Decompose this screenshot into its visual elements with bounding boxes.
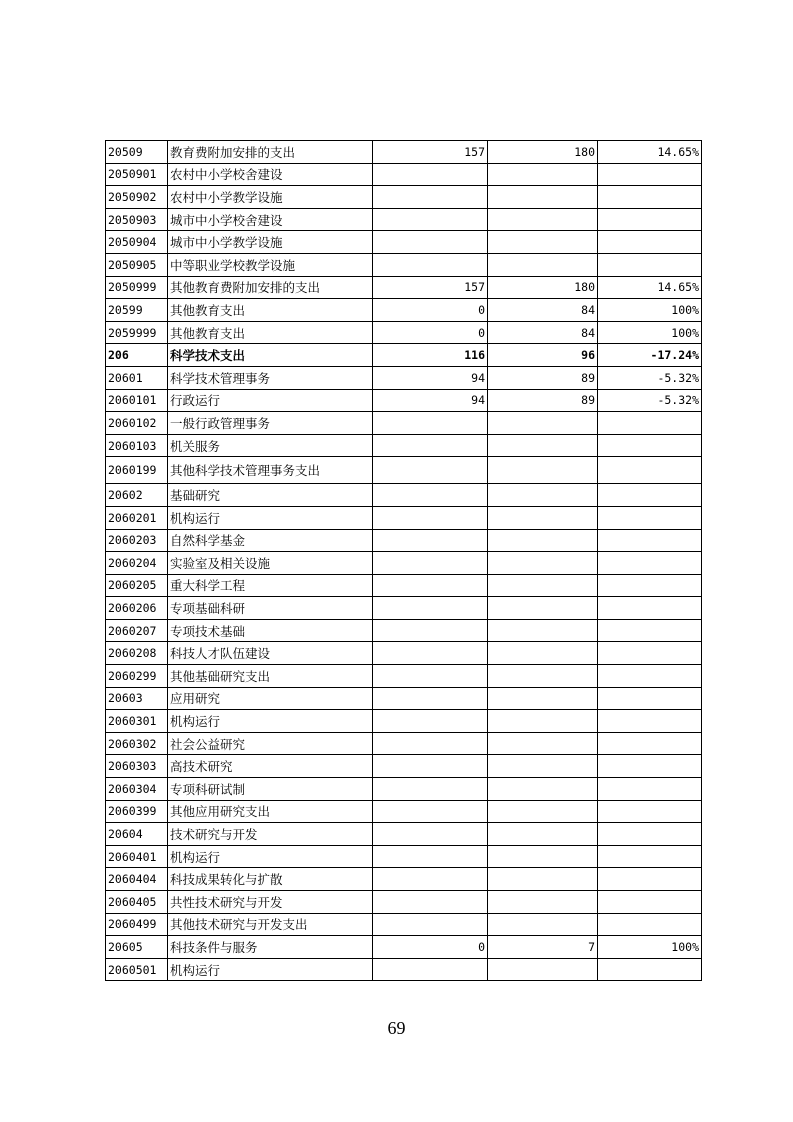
cell-prior-value bbox=[373, 529, 488, 552]
cell-current-value bbox=[488, 457, 598, 484]
cell-prior-value bbox=[373, 732, 488, 755]
cell-current-value bbox=[488, 529, 598, 552]
cell-name: 城市中小学校舍建设 bbox=[168, 208, 373, 231]
cell-change-percent: 100% bbox=[598, 299, 702, 322]
table-row bbox=[106, 321, 702, 344]
cell-code: 20604 bbox=[106, 823, 168, 846]
cell-current-value bbox=[488, 665, 598, 688]
cell-current-value bbox=[488, 891, 598, 914]
cell-current-value bbox=[488, 778, 598, 801]
cell-change-percent bbox=[598, 574, 702, 597]
table-row bbox=[106, 597, 702, 620]
cell-code: 2050902 bbox=[106, 186, 168, 209]
cell-prior-value: 0 bbox=[373, 321, 488, 344]
cell-code: 2060405 bbox=[106, 891, 168, 914]
cell-name: 机关服务 bbox=[168, 434, 373, 457]
cell-name: 专项基础科研 bbox=[168, 597, 373, 620]
cell-code: 2050904 bbox=[106, 231, 168, 254]
cell-prior-value bbox=[373, 913, 488, 936]
table-row bbox=[106, 163, 702, 186]
cell-current-value bbox=[488, 710, 598, 733]
table-row bbox=[106, 186, 702, 209]
cell-current-value bbox=[488, 208, 598, 231]
table-row bbox=[106, 642, 702, 665]
cell-prior-value bbox=[373, 642, 488, 665]
cell-prior-value bbox=[373, 434, 488, 457]
cell-prior-value bbox=[373, 755, 488, 778]
cell-name: 社会公益研究 bbox=[168, 732, 373, 755]
cell-current-value bbox=[488, 597, 598, 620]
cell-prior-value bbox=[373, 597, 488, 620]
cell-code: 2060299 bbox=[106, 665, 168, 688]
cell-change-percent bbox=[598, 597, 702, 620]
cell-prior-value bbox=[373, 619, 488, 642]
cell-name: 其他应用研究支出 bbox=[168, 800, 373, 823]
cell-prior-value bbox=[373, 574, 488, 597]
cell-code: 2060205 bbox=[106, 574, 168, 597]
cell-code: 2060204 bbox=[106, 552, 168, 575]
cell-name: 中等职业学校教学设施 bbox=[168, 253, 373, 276]
cell-prior-value bbox=[373, 778, 488, 801]
cell-prior-value: 157 bbox=[373, 141, 488, 164]
cell-change-percent bbox=[598, 231, 702, 254]
table-row bbox=[106, 253, 702, 276]
cell-name: 机构运行 bbox=[168, 506, 373, 529]
cell-name: 专项科研试制 bbox=[168, 778, 373, 801]
cell-prior-value: 157 bbox=[373, 276, 488, 299]
cell-name: 共性技术研究与开发 bbox=[168, 891, 373, 914]
cell-current-value bbox=[488, 642, 598, 665]
cell-change-percent: -5.32% bbox=[598, 366, 702, 389]
table-row bbox=[106, 299, 702, 322]
cell-name: 其他科学技术管理事务支出 bbox=[168, 457, 373, 484]
cell-code: 20603 bbox=[106, 687, 168, 710]
cell-current-value bbox=[488, 186, 598, 209]
cell-change-percent bbox=[598, 253, 702, 276]
table-row bbox=[106, 891, 702, 914]
table-row bbox=[106, 141, 702, 164]
cell-change-percent bbox=[598, 823, 702, 846]
cell-code: 2060102 bbox=[106, 412, 168, 435]
cell-prior-value bbox=[373, 253, 488, 276]
cell-change-percent bbox=[598, 755, 702, 778]
cell-name: 一般行政管理事务 bbox=[168, 412, 373, 435]
cell-change-percent: -17.24% bbox=[598, 344, 702, 367]
cell-current-value bbox=[488, 574, 598, 597]
cell-current-value bbox=[488, 868, 598, 891]
table-row bbox=[106, 231, 702, 254]
table-row bbox=[106, 936, 702, 959]
budget-table-body bbox=[106, 141, 702, 981]
cell-prior-value: 0 bbox=[373, 299, 488, 322]
cell-prior-value bbox=[373, 457, 488, 484]
cell-current-value: 89 bbox=[488, 389, 598, 412]
table-row bbox=[106, 484, 702, 507]
cell-code: 2060304 bbox=[106, 778, 168, 801]
cell-current-value bbox=[488, 845, 598, 868]
table-row bbox=[106, 276, 702, 299]
cell-code: 2060301 bbox=[106, 710, 168, 733]
cell-prior-value: 0 bbox=[373, 936, 488, 959]
cell-name: 科技条件与服务 bbox=[168, 936, 373, 959]
cell-change-percent bbox=[598, 552, 702, 575]
cell-change-percent bbox=[598, 457, 702, 484]
cell-prior-value bbox=[373, 412, 488, 435]
cell-current-value bbox=[488, 958, 598, 981]
cell-code: 2060404 bbox=[106, 868, 168, 891]
table-row bbox=[106, 913, 702, 936]
table-row bbox=[106, 457, 702, 484]
cell-change-percent bbox=[598, 163, 702, 186]
cell-change-percent bbox=[598, 687, 702, 710]
cell-current-value bbox=[488, 231, 598, 254]
cell-current-value bbox=[488, 755, 598, 778]
cell-prior-value bbox=[373, 186, 488, 209]
cell-change-percent bbox=[598, 186, 702, 209]
cell-change-percent bbox=[598, 619, 702, 642]
cell-current-value: 180 bbox=[488, 141, 598, 164]
cell-change-percent bbox=[598, 958, 702, 981]
cell-code: 20602 bbox=[106, 484, 168, 507]
cell-change-percent bbox=[598, 710, 702, 733]
cell-name: 机构运行 bbox=[168, 958, 373, 981]
cell-name: 专项技术基础 bbox=[168, 619, 373, 642]
cell-current-value bbox=[488, 506, 598, 529]
cell-name: 城市中小学教学设施 bbox=[168, 231, 373, 254]
cell-prior-value bbox=[373, 710, 488, 733]
table-row bbox=[106, 800, 702, 823]
cell-code: 2060302 bbox=[106, 732, 168, 755]
cell-current-value bbox=[488, 800, 598, 823]
cell-prior-value bbox=[373, 163, 488, 186]
cell-name: 实验室及相关设施 bbox=[168, 552, 373, 575]
table-row bbox=[106, 434, 702, 457]
cell-code: 2050905 bbox=[106, 253, 168, 276]
cell-code: 206 bbox=[106, 344, 168, 367]
table-row bbox=[106, 845, 702, 868]
table-row bbox=[106, 868, 702, 891]
cell-code: 2060203 bbox=[106, 529, 168, 552]
cell-change-percent bbox=[598, 732, 702, 755]
cell-current-value bbox=[488, 253, 598, 276]
cell-change-percent bbox=[598, 208, 702, 231]
cell-current-value bbox=[488, 552, 598, 575]
cell-name: 科技人才队伍建设 bbox=[168, 642, 373, 665]
cell-change-percent: 14.65% bbox=[598, 276, 702, 299]
cell-current-value: 89 bbox=[488, 366, 598, 389]
cell-name: 科学技术支出 bbox=[168, 344, 373, 367]
cell-current-value: 84 bbox=[488, 321, 598, 344]
cell-name: 高技术研究 bbox=[168, 755, 373, 778]
cell-name: 其他技术研究与开发支出 bbox=[168, 913, 373, 936]
cell-code: 20509 bbox=[106, 141, 168, 164]
cell-code: 2060199 bbox=[106, 457, 168, 484]
cell-name: 农村中小学校舍建设 bbox=[168, 163, 373, 186]
cell-change-percent bbox=[598, 529, 702, 552]
cell-name: 机构运行 bbox=[168, 710, 373, 733]
cell-current-value bbox=[488, 823, 598, 846]
cell-code: 2050901 bbox=[106, 163, 168, 186]
cell-code: 2060501 bbox=[106, 958, 168, 981]
cell-current-value bbox=[488, 484, 598, 507]
cell-change-percent: 100% bbox=[598, 321, 702, 344]
cell-current-value: 180 bbox=[488, 276, 598, 299]
cell-prior-value bbox=[373, 891, 488, 914]
cell-prior-value bbox=[373, 208, 488, 231]
cell-name: 科学技术管理事务 bbox=[168, 366, 373, 389]
cell-prior-value: 116 bbox=[373, 344, 488, 367]
cell-prior-value: 94 bbox=[373, 366, 488, 389]
cell-code: 2060201 bbox=[106, 506, 168, 529]
cell-change-percent bbox=[598, 913, 702, 936]
cell-code: 2060207 bbox=[106, 619, 168, 642]
cell-name: 自然科学基金 bbox=[168, 529, 373, 552]
cell-prior-value bbox=[373, 506, 488, 529]
cell-change-percent bbox=[598, 800, 702, 823]
cell-code: 20599 bbox=[106, 299, 168, 322]
cell-name: 其他基础研究支出 bbox=[168, 665, 373, 688]
cell-name: 技术研究与开发 bbox=[168, 823, 373, 846]
table-row bbox=[106, 389, 702, 412]
table-row bbox=[106, 344, 702, 367]
table-row bbox=[106, 710, 702, 733]
cell-code: 2059999 bbox=[106, 321, 168, 344]
cell-current-value: 96 bbox=[488, 344, 598, 367]
cell-prior-value bbox=[373, 665, 488, 688]
table-row bbox=[106, 366, 702, 389]
table-row bbox=[106, 574, 702, 597]
table-row bbox=[106, 552, 702, 575]
cell-prior-value: 94 bbox=[373, 389, 488, 412]
cell-current-value bbox=[488, 163, 598, 186]
cell-change-percent bbox=[598, 412, 702, 435]
cell-name: 机构运行 bbox=[168, 845, 373, 868]
budget-table bbox=[105, 140, 702, 981]
table-row bbox=[106, 823, 702, 846]
cell-code: 20601 bbox=[106, 366, 168, 389]
table-row bbox=[106, 506, 702, 529]
table-row bbox=[106, 687, 702, 710]
cell-change-percent bbox=[598, 665, 702, 688]
cell-name: 教育费附加安排的支出 bbox=[168, 141, 373, 164]
cell-change-percent bbox=[598, 891, 702, 914]
cell-code: 2050999 bbox=[106, 276, 168, 299]
table-row bbox=[106, 412, 702, 435]
cell-name: 科技成果转化与扩散 bbox=[168, 868, 373, 891]
table-row bbox=[106, 529, 702, 552]
table-row bbox=[106, 732, 702, 755]
cell-change-percent: 100% bbox=[598, 936, 702, 959]
table-row bbox=[106, 958, 702, 981]
table-row bbox=[106, 665, 702, 688]
cell-current-value bbox=[488, 619, 598, 642]
cell-current-value: 84 bbox=[488, 299, 598, 322]
table-row bbox=[106, 619, 702, 642]
cell-code: 2060303 bbox=[106, 755, 168, 778]
cell-name: 行政运行 bbox=[168, 389, 373, 412]
cell-code: 2050903 bbox=[106, 208, 168, 231]
cell-prior-value bbox=[373, 484, 488, 507]
cell-code: 2060103 bbox=[106, 434, 168, 457]
cell-code: 2060499 bbox=[106, 913, 168, 936]
cell-change-percent: -5.32% bbox=[598, 389, 702, 412]
cell-prior-value bbox=[373, 800, 488, 823]
cell-change-percent: 14.65% bbox=[598, 141, 702, 164]
cell-prior-value bbox=[373, 687, 488, 710]
cell-prior-value bbox=[373, 958, 488, 981]
cell-code: 2060208 bbox=[106, 642, 168, 665]
cell-name: 基础研究 bbox=[168, 484, 373, 507]
cell-code: 2060206 bbox=[106, 597, 168, 620]
cell-current-value: 7 bbox=[488, 936, 598, 959]
cell-current-value bbox=[488, 687, 598, 710]
table-row bbox=[106, 208, 702, 231]
cell-change-percent bbox=[598, 484, 702, 507]
cell-prior-value bbox=[373, 552, 488, 575]
cell-prior-value bbox=[373, 868, 488, 891]
cell-code: 2060401 bbox=[106, 845, 168, 868]
cell-change-percent bbox=[598, 778, 702, 801]
cell-change-percent bbox=[598, 434, 702, 457]
cell-current-value bbox=[488, 913, 598, 936]
cell-change-percent bbox=[598, 642, 702, 665]
page-number: 69 bbox=[387, 1018, 406, 1038]
cell-change-percent bbox=[598, 845, 702, 868]
cell-name: 其他教育费附加安排的支出 bbox=[168, 276, 373, 299]
cell-change-percent bbox=[598, 506, 702, 529]
cell-name: 重大科学工程 bbox=[168, 574, 373, 597]
cell-current-value bbox=[488, 434, 598, 457]
cell-code: 2060101 bbox=[106, 389, 168, 412]
cell-name: 应用研究 bbox=[168, 687, 373, 710]
cell-prior-value bbox=[373, 823, 488, 846]
cell-current-value bbox=[488, 412, 598, 435]
cell-prior-value bbox=[373, 231, 488, 254]
cell-name: 其他教育支出 bbox=[168, 321, 373, 344]
cell-current-value bbox=[488, 732, 598, 755]
cell-name: 其他教育支出 bbox=[168, 299, 373, 322]
cell-prior-value bbox=[373, 845, 488, 868]
cell-change-percent bbox=[598, 868, 702, 891]
cell-code: 2060399 bbox=[106, 800, 168, 823]
table-row bbox=[106, 778, 702, 801]
cell-name: 农村中小学教学设施 bbox=[168, 186, 373, 209]
cell-code: 20605 bbox=[106, 936, 168, 959]
table-row bbox=[106, 755, 702, 778]
